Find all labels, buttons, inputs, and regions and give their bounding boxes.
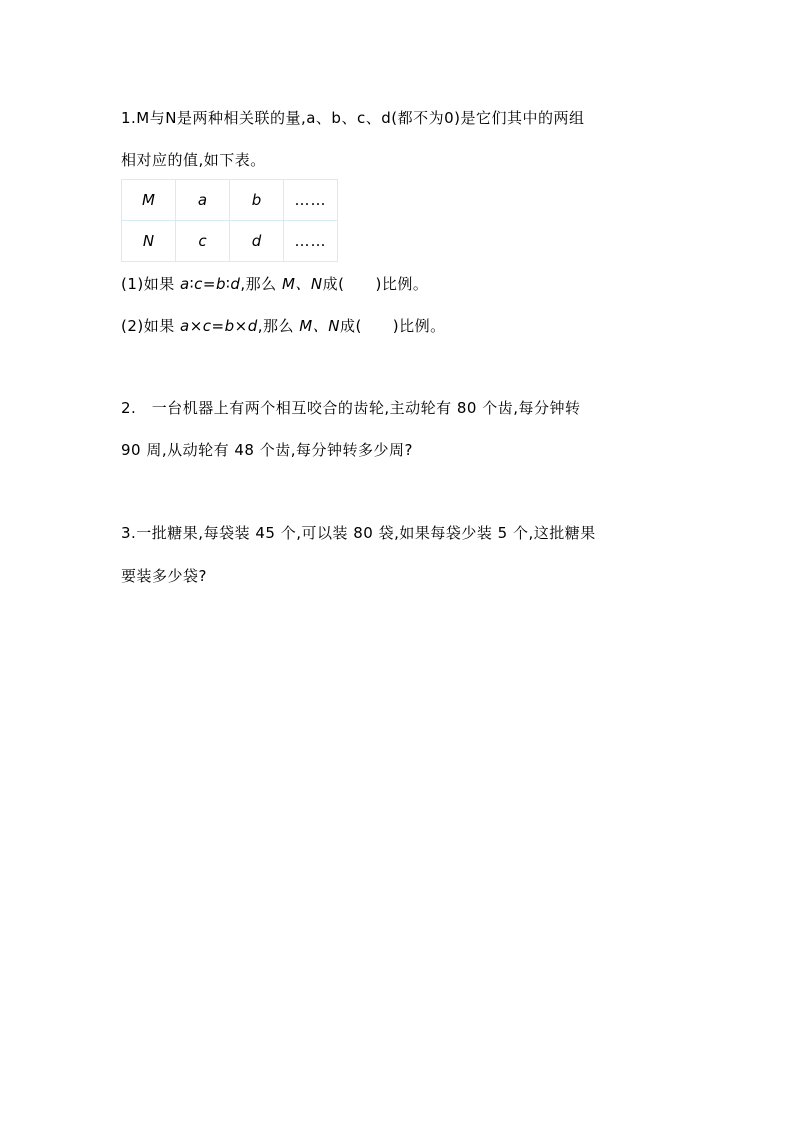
table-cell: d (230, 221, 284, 262)
table-cell: …… (284, 180, 338, 221)
question-1-sub-1 (121, 274, 428, 294)
sub-2-suffix: 成( )比例。 (339, 317, 446, 335)
question-2-line-2: 90 周,从动轮有 48 个齿,每分钟转多少周? (121, 441, 413, 459)
correspondence-table (121, 179, 338, 262)
sub-1-variables: M、N (281, 275, 323, 293)
table-cell: …… (284, 221, 338, 262)
question-2-line-1: 2. 一台机器上有两个相互咬合的齿轮,主动轮有 80 个齿,每分钟转 (121, 399, 581, 417)
table-row (122, 180, 338, 221)
question-1-line-2: 相对应的值,如下表。 (121, 151, 266, 169)
table-cell: c (176, 221, 230, 262)
question-3-line-1: 3.一批糖果,每袋装 45 个,可以装 80 袋,如果每袋少装 5 个,这批糖果 (121, 524, 596, 542)
table-cell: N (122, 221, 176, 262)
question-3-line-2: 要装多少袋? (121, 567, 207, 585)
sub-1-expression: a∶c=b∶d (180, 275, 241, 293)
sub-2-expression: a×c=b×d (180, 317, 258, 335)
sub-1-prefix: (1)如果 (121, 275, 181, 293)
sub-1-mid: ,那么 (240, 275, 282, 293)
table-cell: a (176, 180, 230, 221)
question-1-line-1: 1.M与N是两种相关联的量,a、b、c、d(都不为0)是它们其中的两组 (121, 109, 585, 127)
sub-2-mid: ,那么 (257, 317, 300, 335)
sub-2-variables: M、N (299, 317, 340, 335)
table-cell: M (122, 180, 176, 221)
table-row (122, 221, 338, 262)
table-cell: b (230, 180, 284, 221)
sub-2-prefix: (2)如果 (121, 317, 181, 335)
question-1-sub-2 (121, 316, 446, 336)
sub-1-suffix: 成( )比例。 (322, 275, 429, 293)
